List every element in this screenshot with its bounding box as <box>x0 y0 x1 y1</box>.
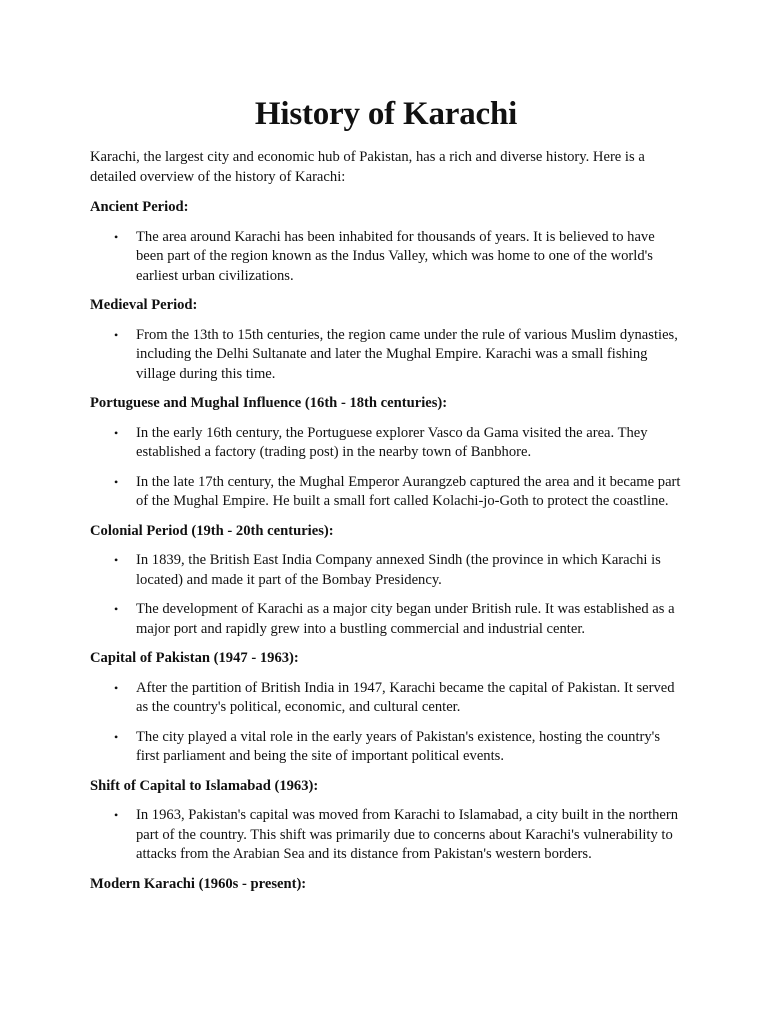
bullet-icon: • <box>114 553 119 567</box>
bullet-list <box>90 551 682 639</box>
list-item-text: The city played a vital role in the early years of Pakistan's existence, hosting the country's first parliament and being the site of important political events. <box>136 728 660 764</box>
section <box>90 522 682 640</box>
list-item <box>90 228 682 287</box>
list-item <box>90 473 682 512</box>
sections-container <box>90 198 682 894</box>
section <box>90 875 682 895</box>
bullet-list <box>90 326 682 385</box>
bullet-icon: • <box>114 680 119 695</box>
bullet-icon: • <box>114 474 119 489</box>
list-item-text: In the early 16th century, the Portuguese explorer Vasco da Gama visited the area. They established a factory (trading post) in the nearby town of Banbhore. <box>136 424 648 460</box>
section-heading: Medieval Period: <box>90 297 198 313</box>
list-item <box>90 600 682 639</box>
bullet-list <box>90 424 682 512</box>
list-item-text: The development of Karachi as a major city began under British rule. It was established as a major port and rapidly grew into a bustling commercial and industrial center. <box>136 601 675 637</box>
section <box>90 649 682 767</box>
page-title: History of Karachi <box>254 96 518 132</box>
list-item-text: The area around Karachi has been inhabited for thousands of years. It is believed to have been part of the region known as the Indus Valley, which was home to one of the world's earliest urban civilizations. <box>136 228 655 284</box>
list-item-text: In the late 17th century, the Mughal Emperor Aurangzeb captured the area and it became part of the Mughal Empire. He built a small fort called Kolachi-jo-Goth to protect the coastline. <box>136 473 681 509</box>
bullet-icon: • <box>114 808 119 822</box>
document-page <box>90 94 682 904</box>
list-item <box>90 679 682 718</box>
bullet-list <box>90 679 682 767</box>
section <box>90 394 682 512</box>
section <box>90 198 682 286</box>
list-item <box>90 728 682 767</box>
section-heading: Capital of Pakistan (1947 - 1963): <box>90 650 299 666</box>
bullet-icon: • <box>114 729 119 744</box>
bullet-list <box>90 806 682 865</box>
list-item <box>90 424 682 463</box>
list-item-text: From the 13th to 15th centuries, the region came under the rule of various Muslim dynasties, including the Delhi Sultanate and later the Mughal Empire. Karachi was a small fishing village during this time. <box>136 326 678 382</box>
list-item <box>90 806 682 865</box>
list-item-text: In 1839, the British East India Company annexed Sindh (the province in which Karachi is located) and made it part of the Bombay Presidency. <box>136 552 661 588</box>
list-item-text: In 1963, Pakistan's capital was moved from Karachi to Islamabad, a city built in the northern part of the country. This shift was primarily due to concerns about Karachi's vulnerability to attacks from the Arabian Sea and its distance from Pakistan's western borders. <box>136 807 679 862</box>
section-heading: Modern Karachi (1960s - present): <box>90 875 307 892</box>
list-item <box>90 326 682 385</box>
section-heading: Ancient Period: <box>90 199 189 215</box>
section-heading: Colonial Period (19th - 20th centuries): <box>90 522 334 539</box>
bullet-list <box>90 228 682 287</box>
section-heading: Shift of Capital to Islamabad (1963): <box>90 777 319 794</box>
section <box>90 296 682 384</box>
intro-paragraph: Karachi, the largest city and economic hub of Pakistan, has a rich and diverse history. Here is a detailed overview of the history of Karachi: <box>90 149 645 185</box>
bullet-icon: • <box>114 602 119 616</box>
section <box>90 777 682 865</box>
list-item <box>90 551 682 590</box>
section-heading: Portuguese and Mughal Influence (16th - 18th centuries): <box>90 395 448 411</box>
list-item-text: After the partition of British India in 1947, Karachi became the capital of Pakistan. It served as the country's political, economic, and cultural center. <box>136 679 675 715</box>
bullet-icon: • <box>114 327 119 342</box>
bullet-icon: • <box>114 425 119 440</box>
bullet-icon: • <box>114 229 119 244</box>
